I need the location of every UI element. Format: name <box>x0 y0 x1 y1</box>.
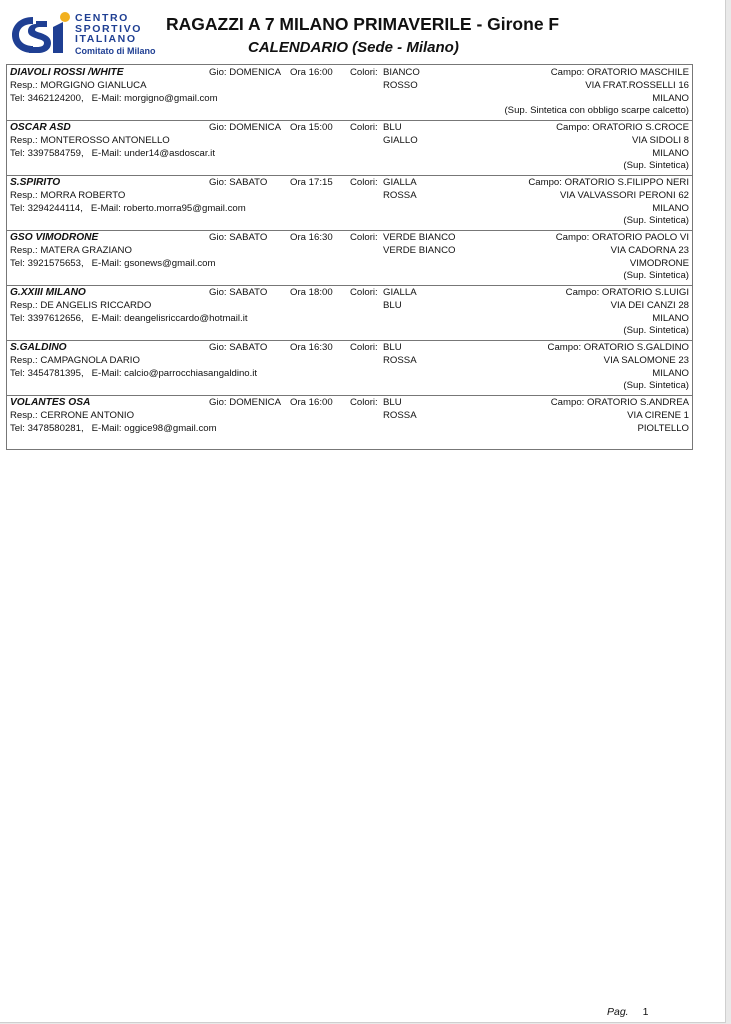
resp-name: MORRA ROBERTO <box>40 190 126 201</box>
day-value: DOMENICA <box>229 67 281 78</box>
tel-value: 3397584759, <box>27 148 84 159</box>
email-label: E-Mail: <box>90 203 121 214</box>
campo-label: Campo: <box>547 342 582 353</box>
time-label: Ora <box>290 342 306 353</box>
team-name: VOLANTES OSA <box>10 397 91 408</box>
match-time <box>290 342 333 355</box>
campo-info <box>548 342 689 393</box>
tel-value: 3397612656, <box>27 313 84 324</box>
color-primary: BLU <box>383 397 402 408</box>
match-time <box>290 232 333 245</box>
logo-subtitle: Comitato di Milano <box>75 45 156 56</box>
campo-city: PIOLTELLO <box>637 422 689 434</box>
day-value: DOMENICA <box>229 122 281 133</box>
team-row <box>7 65 692 121</box>
campo-note: (Sup. Sintetica) <box>623 160 689 172</box>
campo-name <box>504 67 689 80</box>
campo-city: MILANO <box>652 312 689 324</box>
campo-value: ORATORIO S.ANDREA <box>587 397 689 408</box>
campo-label: Campo: <box>550 397 585 408</box>
resp-label: Resp.: <box>10 410 38 421</box>
resp-name: MATERA GRAZIANO <box>40 245 132 256</box>
time-label: Ora <box>290 232 306 243</box>
color-secondary: ROSSA <box>383 189 417 201</box>
resp-label: Resp.: <box>10 300 38 311</box>
tel-label: Tel: <box>10 368 25 379</box>
csi-logo <box>9 11 159 57</box>
campo-info <box>504 67 689 118</box>
campo-value: ORATORIO S.CROCE <box>592 122 689 133</box>
day-label: Gio: <box>209 232 227 243</box>
match-day <box>209 122 281 135</box>
page-footer <box>607 1006 648 1018</box>
document-subtitle: CALENDARIO (Sede - Milano) <box>248 39 459 56</box>
team-contact <box>10 203 246 216</box>
campo-label: Campo: <box>555 232 590 243</box>
day-label: Gio: <box>209 67 227 78</box>
tel-label: Tel: <box>10 148 25 159</box>
team-resp <box>10 300 151 313</box>
color-primary: BLU <box>383 342 402 353</box>
tel-label: Tel: <box>10 258 25 269</box>
day-value: DOMENICA <box>229 397 281 408</box>
team-contact <box>10 258 216 271</box>
time-label: Ora <box>290 397 306 408</box>
resp-label: Resp.: <box>10 355 38 366</box>
color-primary: BLU <box>383 122 402 133</box>
teams-table <box>6 64 693 450</box>
resp-label: Resp.: <box>10 190 38 201</box>
team-name: S.SPIRITO <box>10 177 61 188</box>
time-label: Ora <box>290 67 306 78</box>
team-row <box>7 285 692 341</box>
tel-label: Tel: <box>10 423 25 434</box>
email-value: oggice98@gmail.com <box>124 423 217 434</box>
match-time <box>290 287 333 300</box>
tel-value: 3454781395, <box>27 368 84 379</box>
team-resp <box>10 135 170 148</box>
tel-label: Tel: <box>10 313 25 324</box>
team-name: GSO VIMODRONE <box>10 232 99 243</box>
team-contact <box>10 368 257 381</box>
email-value: deangelisriccardo@hotmail.it <box>124 313 248 324</box>
color-primary: GIALLA <box>383 177 417 188</box>
campo-note: (Sup. Sintetica) <box>623 215 689 227</box>
time-value: 18:00 <box>308 287 333 298</box>
campo-address: VIA SALOMONE 23 <box>603 354 689 366</box>
campo-name <box>528 177 689 190</box>
time-label: Ora <box>290 122 306 133</box>
time-value: 16:30 <box>308 342 333 353</box>
email-label: E-Mail: <box>91 258 122 269</box>
color-secondary: BLU <box>383 299 402 311</box>
email-value: calcio@parrocchiasangaldino.it <box>124 368 258 379</box>
day-label: Gio: <box>209 122 227 133</box>
email-label: E-Mail: <box>91 148 122 159</box>
resp-label: Resp.: <box>10 245 38 256</box>
email-label: E-Mail: <box>91 368 122 379</box>
team-row <box>7 175 692 231</box>
campo-note: (Sup. Sintetica) <box>623 325 689 337</box>
colors-label: Colori: <box>350 342 378 353</box>
logo-line-1: CENTRO <box>75 12 129 24</box>
campo-city: MILANO <box>652 147 689 159</box>
team-row <box>7 230 692 286</box>
campo-value: ORATORIO MASCHILE <box>587 67 689 78</box>
color-primary: BIANCO <box>383 67 420 78</box>
team-name: OSCAR ASD <box>10 122 71 133</box>
time-value: 16:30 <box>308 232 333 243</box>
campo-label: Campo: <box>556 122 590 133</box>
colors-label: Colori: <box>350 122 378 133</box>
color-secondary: ROSSA <box>383 409 417 421</box>
campo-info <box>556 122 689 173</box>
team-colors <box>383 67 420 93</box>
tel-value: 3478580281, <box>27 423 84 434</box>
email-label: E-Mail: <box>91 423 122 434</box>
resp-label: Resp.: <box>10 135 38 146</box>
email-value: under14@asdoscar.it <box>124 148 215 159</box>
color-primary: GIALLA <box>383 287 417 298</box>
campo-city: VIMODRONE <box>629 257 689 269</box>
team-colors <box>383 122 418 148</box>
color-secondary: ROSSO <box>383 79 418 91</box>
team-resp <box>10 245 132 258</box>
day-label: Gio: <box>209 397 227 408</box>
tel-value: 3921575653, <box>27 258 84 269</box>
team-row <box>7 395 692 450</box>
team-name: DIAVOLI ROSSI /WHITE <box>10 67 124 78</box>
team-contact <box>10 148 215 161</box>
colors-label: Colori: <box>350 232 378 243</box>
day-label: Gio: <box>209 177 227 188</box>
resp-label: Resp.: <box>10 80 38 91</box>
team-resp <box>10 355 140 368</box>
colors-label: Colori: <box>350 177 378 188</box>
page-number: 1 <box>642 1006 649 1018</box>
campo-address: VIA SIDOLI 8 <box>631 134 689 146</box>
time-value: 15:00 <box>308 122 333 133</box>
match-day <box>209 342 267 355</box>
match-time <box>290 177 333 190</box>
campo-value: ORATORIO S.LUIGI <box>601 287 689 298</box>
email-value: roberto.morra95@gmail.com <box>123 203 246 214</box>
time-value: 16:00 <box>308 397 333 408</box>
campo-label: Campo: <box>528 177 562 188</box>
csi-logo-text <box>75 13 156 56</box>
campo-name <box>566 287 689 300</box>
team-colors <box>383 342 417 368</box>
team-colors <box>383 232 456 258</box>
email-label: E-Mail: <box>91 313 122 324</box>
campo-note: (Sup. Sintetica con obbligo scarpe calcetto) <box>504 105 689 117</box>
time-value: 16:00 <box>308 67 333 78</box>
time-label: Ora <box>290 177 306 188</box>
match-time <box>290 67 333 80</box>
team-contact <box>10 313 248 326</box>
campo-name <box>548 342 689 355</box>
day-value: SABATO <box>229 232 268 243</box>
page-label: Pag. <box>607 1006 629 1018</box>
campo-name <box>556 232 689 245</box>
match-day <box>209 177 267 190</box>
campo-info <box>566 287 689 338</box>
campo-label: Campo: <box>550 67 585 78</box>
day-value: SABATO <box>229 287 268 298</box>
team-row <box>7 340 692 396</box>
match-day <box>209 67 281 80</box>
resp-name: MONTEROSSO ANTONELLO <box>40 135 170 146</box>
campo-value: ORATORIO S.GALDINO <box>583 342 689 353</box>
campo-address: VIA CIRENE 1 <box>627 409 689 421</box>
resp-name: CERRONE ANTONIO <box>40 410 135 421</box>
campo-address: VIA FRAT.ROSSELLI 16 <box>585 79 689 91</box>
tel-value: 3294244114, <box>27 203 83 214</box>
campo-address: VIA DEI CANZI 28 <box>610 299 689 311</box>
color-secondary: ROSSA <box>383 354 417 366</box>
time-value: 17:15 <box>308 177 333 188</box>
colors-label: Colori: <box>350 67 378 78</box>
campo-info <box>556 232 689 283</box>
campo-address: VIA VALVASSORI PERONI 62 <box>559 189 689 201</box>
resp-name: DE ANGELIS RICCARDO <box>40 300 152 311</box>
team-resp <box>10 80 146 93</box>
tel-label: Tel: <box>10 93 25 104</box>
campo-note: (Sup. Sintetica) <box>623 380 689 392</box>
email-label: E-Mail: <box>91 93 122 104</box>
day-value: SABATO <box>229 177 268 188</box>
match-time <box>290 397 333 410</box>
campo-city: MILANO <box>652 92 689 104</box>
campo-label: Campo: <box>565 287 600 298</box>
colors-label: Colori: <box>350 397 378 408</box>
team-resp <box>10 410 134 423</box>
match-time <box>290 122 333 135</box>
tel-label: Tel: <box>10 203 25 214</box>
colors-label: Colori: <box>350 287 378 298</box>
color-secondary: VERDE BIANCO <box>383 244 456 256</box>
campo-city: MILANO <box>652 367 689 379</box>
campo-note: (Sup. Sintetica) <box>623 270 689 282</box>
logo-line-2: SPORTIVO <box>75 22 143 35</box>
team-contact <box>10 93 218 106</box>
team-colors <box>383 177 417 203</box>
team-name: S.GALDINO <box>10 342 67 353</box>
document-title: RAGAZZI A 7 MILANO PRIMAVERILE - Girone F <box>166 14 560 34</box>
team-name: G.XXIII MILANO <box>10 287 86 298</box>
campo-name <box>556 122 689 135</box>
day-value: SABATO <box>229 342 268 353</box>
match-day <box>209 397 281 410</box>
team-resp <box>10 190 125 203</box>
campo-info <box>528 177 689 228</box>
color-secondary: GIALLO <box>383 134 418 146</box>
time-label: Ora <box>290 287 306 298</box>
email-value: gsonews@gmail.com <box>124 258 216 269</box>
campo-name <box>551 397 689 410</box>
resp-name: CAMPAGNOLA DARIO <box>40 355 140 366</box>
match-day <box>209 232 267 245</box>
campo-city: MILANO <box>652 202 689 214</box>
logo-line-3: ITALIANO <box>75 33 137 45</box>
tel-value: 3462124200, <box>27 93 84 104</box>
campo-value: ORATORIO S.FILIPPO NERI <box>564 177 689 188</box>
day-label: Gio: <box>209 287 227 298</box>
team-colors <box>383 397 417 423</box>
color-primary: VERDE BIANCO <box>383 232 456 243</box>
team-colors <box>383 287 417 313</box>
campo-address: VIA CADORNA 23 <box>610 244 689 256</box>
match-day <box>209 287 267 300</box>
day-label: Gio: <box>209 342 227 353</box>
campo-info <box>551 397 689 435</box>
team-contact <box>10 423 217 436</box>
resp-name: MORGIGNO GIANLUCA <box>40 80 147 91</box>
campo-value: ORATORIO PAOLO VI <box>591 232 689 243</box>
team-row <box>7 120 692 176</box>
csi-logo-mark-icon <box>9 11 71 57</box>
email-value: morgigno@gmail.com <box>124 93 218 104</box>
